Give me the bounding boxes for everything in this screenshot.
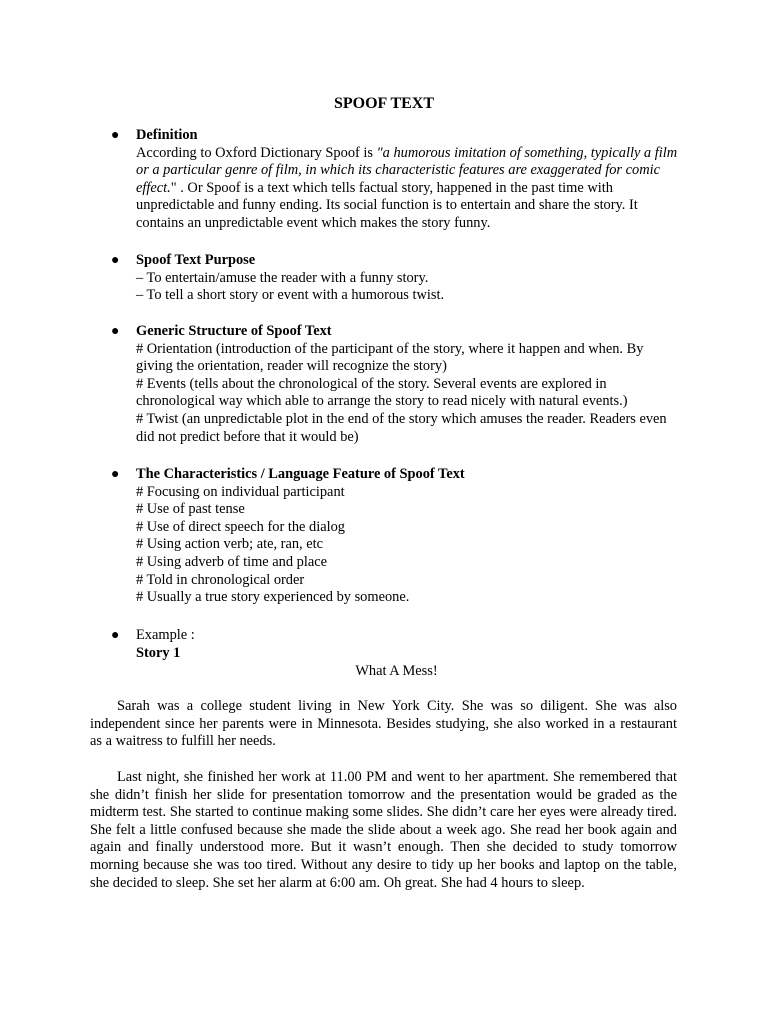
list-item: # Using adverb of time and place <box>136 553 328 570</box>
list-item: # Twist (an unpredictable plot in the end of the story which amuses the reader. Readers even did not predict before that it would be) <box>136 410 667 445</box>
story-paragraph: Sarah was a college student living in New York City. She was so diligent. She was also independent since her parents were in Minnesota. Besides studying, she also worked in a restaurant as a waitress to fulfill her needs. <box>90 698 677 750</box>
section-heading: Generic Structure of Spoof Text <box>136 323 332 339</box>
list-item: – To entertain/amuse the reader with a funny story. <box>136 269 429 286</box>
list-item: # Focusing on individual participant <box>136 483 345 500</box>
section-body <box>136 252 679 305</box>
bullet-icon: ● <box>111 324 120 339</box>
section-body <box>136 323 679 446</box>
section-structure <box>111 323 679 446</box>
bullet-icon: ● <box>111 253 120 268</box>
bullet-icon: ● <box>111 467 120 482</box>
section-body <box>136 466 679 607</box>
list-item: # Orientation (introduction of the participant of the story, where it happen and when. By giving the orientation, reader will recognize the story) <box>136 340 644 375</box>
document-title: SPOOF TEXT <box>333 95 435 112</box>
list-item: # Told in chronological order <box>136 571 305 588</box>
story-label: Story 1 <box>136 644 181 661</box>
definition-rest: " . Or Spoof is a text which tells factual story, happened in the past time with unpredictable and funny ending. Its social function is to entertain and share the story. It contains an unpredictable event which makes the story funny. <box>136 179 638 231</box>
section-heading: Definition <box>136 127 198 143</box>
example-label: Example : <box>136 627 195 643</box>
section-characteristics <box>111 466 679 607</box>
list-item: # Events (tells about the chronological of the story. Several events are explored in chronological way which able to arrange the story to read nicely with natural events.) <box>136 375 628 410</box>
bullet-icon: ● <box>111 128 120 143</box>
story-paragraph: Last night, she finished her work at 11.00 PM and went to her apartment. She remembered that she didn’t finish her slide for presentation tomorrow and the presentation would be graded as the midterm test. She started to continue making some slides. She didn’t care her eyes were already tired. She felt a little confused because she made the slide about a week ago. She read her book again and again and finally understood more. But it wasn’t enough. Then she decided to study tomorrow morning because she was too tired. Without any desire to tidy up her books and laptop on the table, she decided to sleep. She set her alarm at 6:00 am. Oh great. She had 4 hours to sleep. <box>90 769 677 891</box>
section-body <box>136 627 679 662</box>
list-item: # Use of past tense <box>136 501 245 518</box>
section-purpose <box>111 252 679 305</box>
list-item: # Usually a true story experienced by someone. <box>136 589 410 606</box>
story-title: What A Mess! <box>355 663 438 679</box>
list-item: # Use of direct speech for the dialog <box>136 518 345 535</box>
definition-lead: According to Oxford Dictionary Spoof is <box>136 144 377 161</box>
list-item: # Using action verb; ate, ran, etc <box>136 536 324 553</box>
list-item: – To tell a short story or event with a humorous twist. <box>136 287 445 304</box>
bullet-icon: ● <box>111 628 120 643</box>
section-heading: Spoof Text Purpose <box>136 252 256 268</box>
section-example <box>111 627 679 662</box>
section-body <box>136 127 679 233</box>
section-definition <box>111 127 679 233</box>
definition-quote: "a humorous imitation of something, typically a film or a particular genre of film, in which its characteristic features are exaggerated for comic effect. <box>136 144 678 196</box>
section-heading: The Characteristics / Language Feature of Spoof Text <box>136 466 465 482</box>
